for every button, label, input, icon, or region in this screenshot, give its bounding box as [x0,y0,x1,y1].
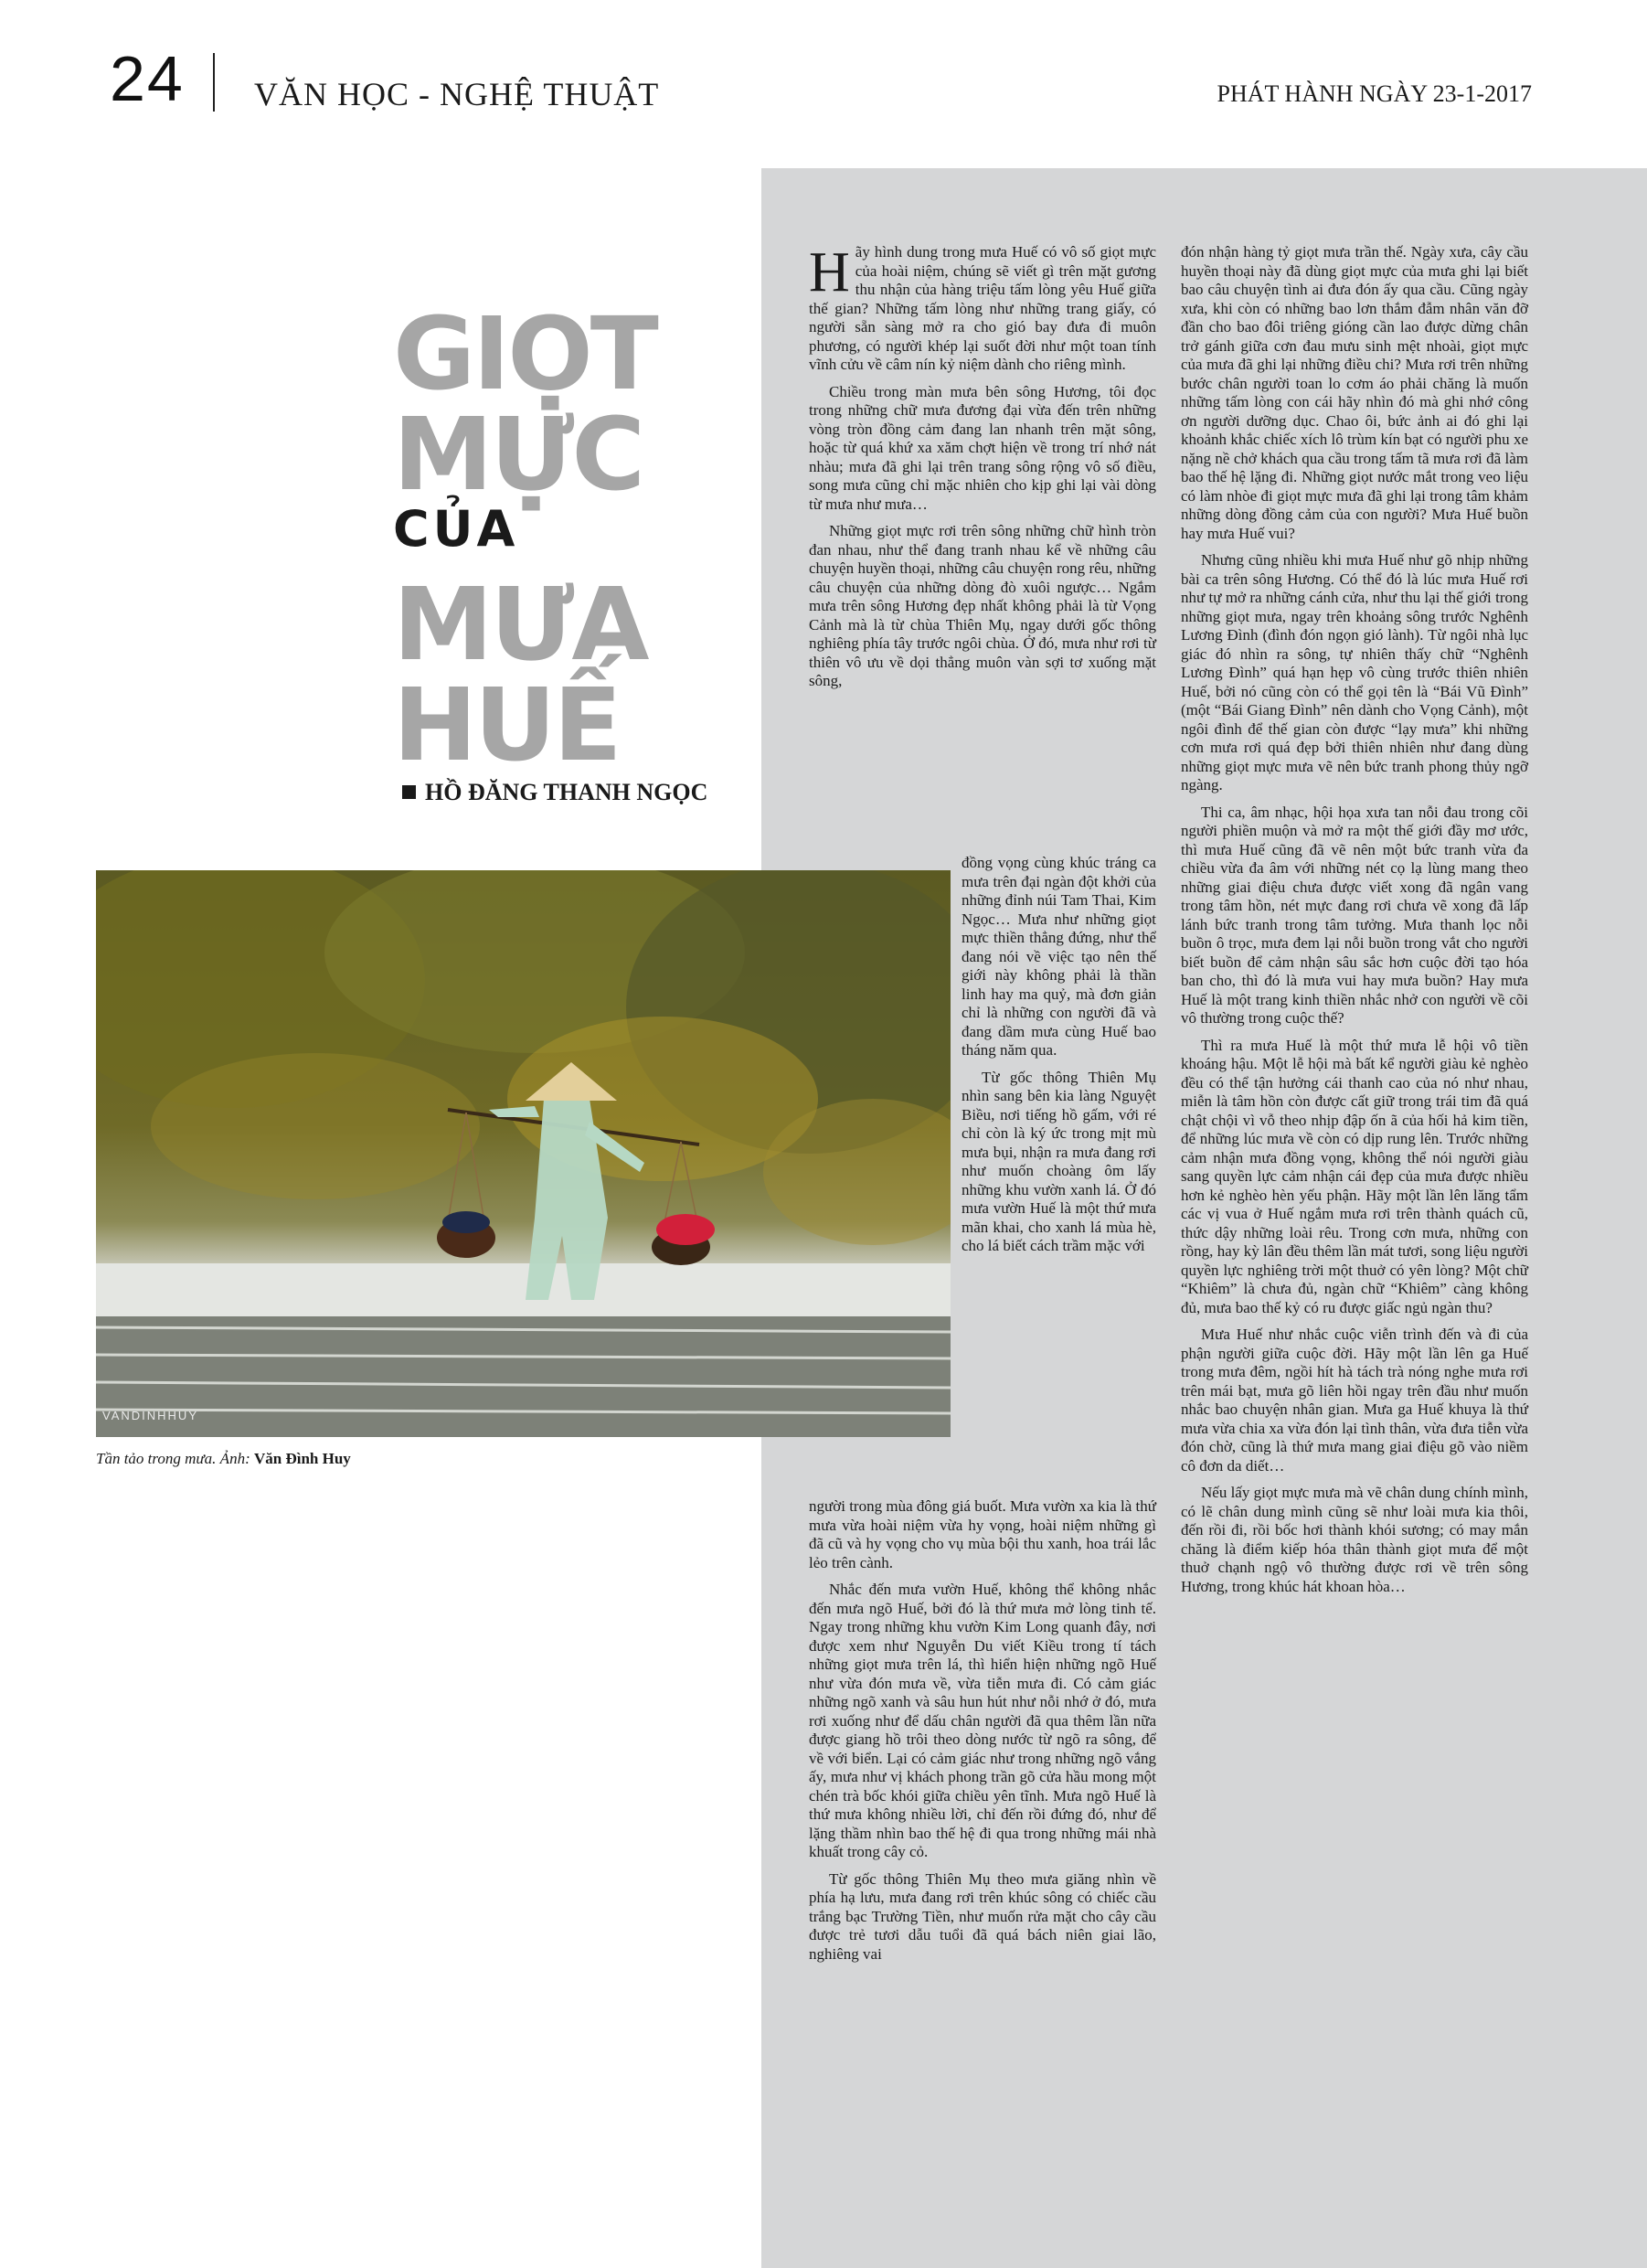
caption-photographer: Văn Đình Huy [253,1450,351,1467]
paragraph: Từ gốc thông Thiên Mụ theo mưa giăng nhìn về phía hạ lưu, mưa đang rơi trên khúc sông có chiếc cầu trắng bạc Trường Tiền, như muốn rửa mặt cho cây cầu được trẻ tươi dẫu tuổi đã quá bách niên giai lão, nghiêng vai [809,1869,1156,1963]
article-column-2 [1181,243,1528,1604]
title-line-4: MƯA [393,566,647,683]
title-line-1: GIỌT [393,295,656,412]
article-column-1-bottom [809,1497,1156,1972]
paragraph: đồng vọng cùng khúc tráng ca mưa trên đại ngàn đột khởi của những đỉnh núi Tam Thai, Kim Ngọc… Mưa như những giọt mực thiền thẳng đứng, như thể đang nói về việc tạo nên thế giới này không phải là thần linh hay ma quỷ, mà đơn giản chỉ là những con người đã và đang dầm mưa cùng Huế bao tháng năm qua. [962,854,1156,1059]
photo-caption [96,1450,351,1468]
page-number: 24 [110,43,185,114]
article-title [393,295,656,783]
paragraph: Thì ra mưa Huế là một thứ mưa lễ hội vô tiền khoáng hậu. Một lễ hội mà bất kể người giàu kẻ nghèo đều có thể tận hưởng cái thanh cao của nó như nhau, miễn là tâm hồn còn được cất giữ trong trái tim đã quá chật chội vì vỗ theo nhịp đập ốn ã của hối hả kim tiền, để những lúc mưa về còn có dịp rung lên. Trước những cảm nhận mưa đồng vọng, không thể nói người giàu sang quyền lực cảm nhận cái đẹp của mưa được nhiều hơn kẻ nghèo hèn yếu phận. Hãy một lần lên lăng tẩm các vị vua ở Huế ngắm mưa rơi trên thành quách cũ, thức dậy những loài rêu. Trong cơn mưa, những con rồng, hay kỳ lân đều thêm lần mát tươi, song liệu người quyền lực nghiêng trời một thuở có yên lòng? Một chữ “Khiêm” là chưa đủ, ngàn chữ “Khiêm” càng không đủ, mưa bao thế kỷ có ru được giấc ngủ ngàn thu? [1181,1036,1528,1316]
paragraph: đón nhận hàng tỷ giọt mưa trần thế. Ngày xưa, cây cầu huyền thoại này đã dùng giọt mực của mưa ghi lại biết bao câu chuyện tình ai đưa đón ấy qua cầu. Cũng ngày xưa, khi còn có những bao lơn thắm đẫm nhân văn đỡ đần cho bao đôi triêng gióng cần lao được dừng chân trở gánh giữa cơn đau mưu sinh mệt nhoài, giọt mực của mưa đã ghi lại những điều chi? Mưa rơi trên những bước chân người toan lo cơm áo phải chăng là muốn những tấm lòng con cái hãy nhìn đó mà ghi nhớ công ơn người dưỡng dục. Chao ôi, bức ảnh ai đó ghi lại khoảnh khắc chiếc xích lô trùm kín bạt có người phu xe nặng nề chở khách qua cầu trong tấm tã mưa rơi đã làm bao thế hệ lặng đi. Những giọt nước mắt trong veo liệu có làm nhòe đi giọt mực mưa đã ghi lại trong tâm khảm những dòng đồng cảm của con người? Mưa Huế buồn hay mưa Huế vui? [1181,243,1528,542]
title-line-2: MỰC [393,396,643,513]
author-byline [402,779,707,806]
paragraph: Nếu lấy giọt mực mưa mà vẽ chân dung chính mình, có lẽ chân dung mình cũng sẽ như loài mưa kia thôi, đến rồi đi, rồi bốc hơi thành khói sương; có may mắn chăng là điểm kiếp hóa thân thành giọt mưa để một thuở chạnh ngộ vô thường được rơi về trên sông Hương, trong khúc hát khoan hòa… [1181,1484,1528,1595]
paragraph: Nhưng cũng nhiều khi mưa Huế như gõ nhịp những bài ca trên sông Hương. Có thể đó là lúc mưa Huế rơi như tự mở ra những cánh cửa, như thu lại thế giới trong những giọt mưa, ngay trên khoảng sông trước Nghênh Lương Đình (đình đón ngọn gió lành). Từ ngôi nhà lục giác đó nhìn ra sông, tự nhiên thấy chữ “Nghênh Lương Đình” quá hạn hẹp vô cùng trước thiên nhiên Huế, bởi nó cũng còn có thể gọi tên là “Bái Vũ Đình” (một “Bái Giang Đình” nên dành cho Vọng Cảnh), một ngôi đình để thế gian còn được “lạy mưa” khi những cơn mưa rơi quá đẹp bởi thiên nhiên như đang dùng những giọt mực mưa vẽ nên bức tranh phong thủy ngỡ ngàng. [1181,551,1528,793]
issue-date: PHÁT HÀNH NGÀY 23-1-2017 [1217,80,1532,107]
paragraph: Nhắc đến mưa vườn Huế, không thể không nhắc đến mưa ngõ Huế, bởi đó là thứ mưa mở lòng tinh tế. Ngay trong những khu vườn Kim Long quanh đây, nơi được xem như Nguyễn Du viết Kiều trong tí tách những giọt mưa trên lá, thì hiển hiện những ngõ Huế như vừa đón mưa về, vừa tiễn mưa đi. Có cảm giác những ngõ xanh và sâu hun hút như nỗi nhớ ở đó, mưa rơi xuống như để dấu chân người đã qua thêm lần nữa được giang hồ trôi theo dòng nước từ ngõ ra sông, để về với biển. Lại có cảm giác như trong những ngõ vắng ấy, mưa như vị khách phong trần gõ cửa hầu mong một chén trà bốc khói giữa chiều yên tĩnh. Mưa ngõ Huế là thứ mưa không nhiều lời, chỉ đến rồi đứng đó, như để lặng thầm nhìn bao thế hệ đi qua trong những mái nhà khuất trong cây cỏ. [809,1581,1156,1860]
paragraph: Từ gốc thông Thiên Mụ nhìn sang bên kia làng Nguyệt Biều, nơi tiếng hồ gấm, với ré chỉ còn là ký ức trong mịt mù mưa bụi, nhận ra mưa đang rơi như muốn choàng ôm lấy những khu vườn xanh lá. Ở đó mưa vườn Huế là một thứ mưa mãn khai, cho xanh lá mùa hè, cho lá biết cách trầm mặc với [962,1068,1156,1254]
section-title: VĂN HỌC - NGHỆ THUẬT [254,76,660,112]
title-line-5: HUẾ [393,666,620,783]
article-column-1-top [809,243,1156,699]
caption-text: Tần tảo trong mưa. Ảnh: [96,1450,254,1467]
article-photo [96,870,951,1437]
photo-illustration [96,870,951,1437]
header-divider [213,53,215,112]
paragraph: Thi ca, âm nhạc, hội họa xưa tan nỗi đau trong cõi người phiền muộn và mở ra một thế giới đầy mơ ước, thì mưa Huế cũng đã vẽ nên một bức tranh vừa đa chiều vừa đa âm với những nét cọ lạ lùng mang theo những giai điệu chưa được viết xong đã ngân vang trong tâm hồn, nét mực đang rơi chưa vẽ xong đã lấp lánh bức tranh trong tâm tưởng. Mưa thanh lọc nỗi buồn ô trọc, mưa đem lại nỗi buồn trong vắt cho người biết buồn để cảm nhận sâu sắc hơn cuộc đời tạo hóa ban cho, thì đó là mưa vui hay mưa buồn? Hay mưa Huế là một trang kinh thiền nhắc nhở con người về cõi vô thường trong cuộc thế? [1181,803,1528,1027]
paragraph: ãy hình dung trong mưa Huế có vô số giọt mực của hoài niệm, chúng sẽ viết gì trên mặt gương thu nhận của hàng triệu tấm lòng yêu Huế giữa thế gian? Những tấm lòng như những trang giấy, có người sẵn sàng mở ra cho gió bay đưa đi muôn phương, có người khép lại suốt đời như một toan tính vĩnh cửu về câm nín kỷ niệm dành cho riêng mình. [809,243,1156,373]
paragraph: Mưa Huế như nhắc cuộc viễn trình đến và đi của phận người giữa cuộc đời. Hãy một lần lên ga Huế trong mưa đêm, ngồi hít hà tách trà nóng nghe mưa rơi trên mái bạt, mưa gõ liên hồi ngay trên đầu như muốn nhắc bao chuyện nhân gian. Mưa ga Huế khuya là thứ mưa vừa chia xa vừa đón lại tình thân, vừa đưa tiễn vừa đón chờ, cũng là thứ mưa mang giai điệu gõ vào niềm cô đơn da diết… [1181,1326,1528,1475]
author-name: HỒ ĐĂNG THANH NGỌC [425,779,708,805]
paragraph: Chiều trong màn mưa bên sông Hương, tôi đọc trong những chữ mưa đương đại vừa đến trên những vòng tròn đồng cảm đang lan nhanh trên mặt sông, hoặc từ quá khứ xa xăm chợt hiện về trong trí nhớ nát nhàu; mưa đã ghi lại trên trang sông rộng vô số điều, song mưa cũng chỉ mặc nhiên cho kịp ghi lại vài dòng từ mưa như mưa… [809,382,1156,513]
byline-square-icon [402,785,416,799]
paragraph: Những giọt mực rơi trên sông những chữ hình tròn đan nhau, như thể đang tranh nhau kể về những câu chuyện huyền thoại, những câu chuyện rong rêu, những câu chuyện của những dòng đò xuôi ngược… Ngắm mưa trên sông Hương đẹp nhất không phải là từ Vọng Cảnh mà là từ chùa Thiên Mụ, ngay dưới gốc thông nghiêng phía tây trước ngôi chùa. Ở đó, mưa như rơi từ thiên vô ưu về dọi thẳng muôn vàn sợi tơ xuống mặt sông, [809,522,1156,689]
title-line-3: CỦA [393,500,519,558]
article-column-1-narrow [962,854,1156,1264]
drop-cap: H [809,241,850,303]
photo-credit-watermark: VANDINHHUY [102,1409,198,1422]
paragraph: người trong mùa đông giá buốt. Mưa vườn xa kia là thứ mưa vừa hoài niệm vừa hy vọng, hoài niệm những gì đã cũ và hy vọng cho vụ mùa bội thu xanh, hoa trái lắc lẻo trên cành. [809,1497,1156,1571]
